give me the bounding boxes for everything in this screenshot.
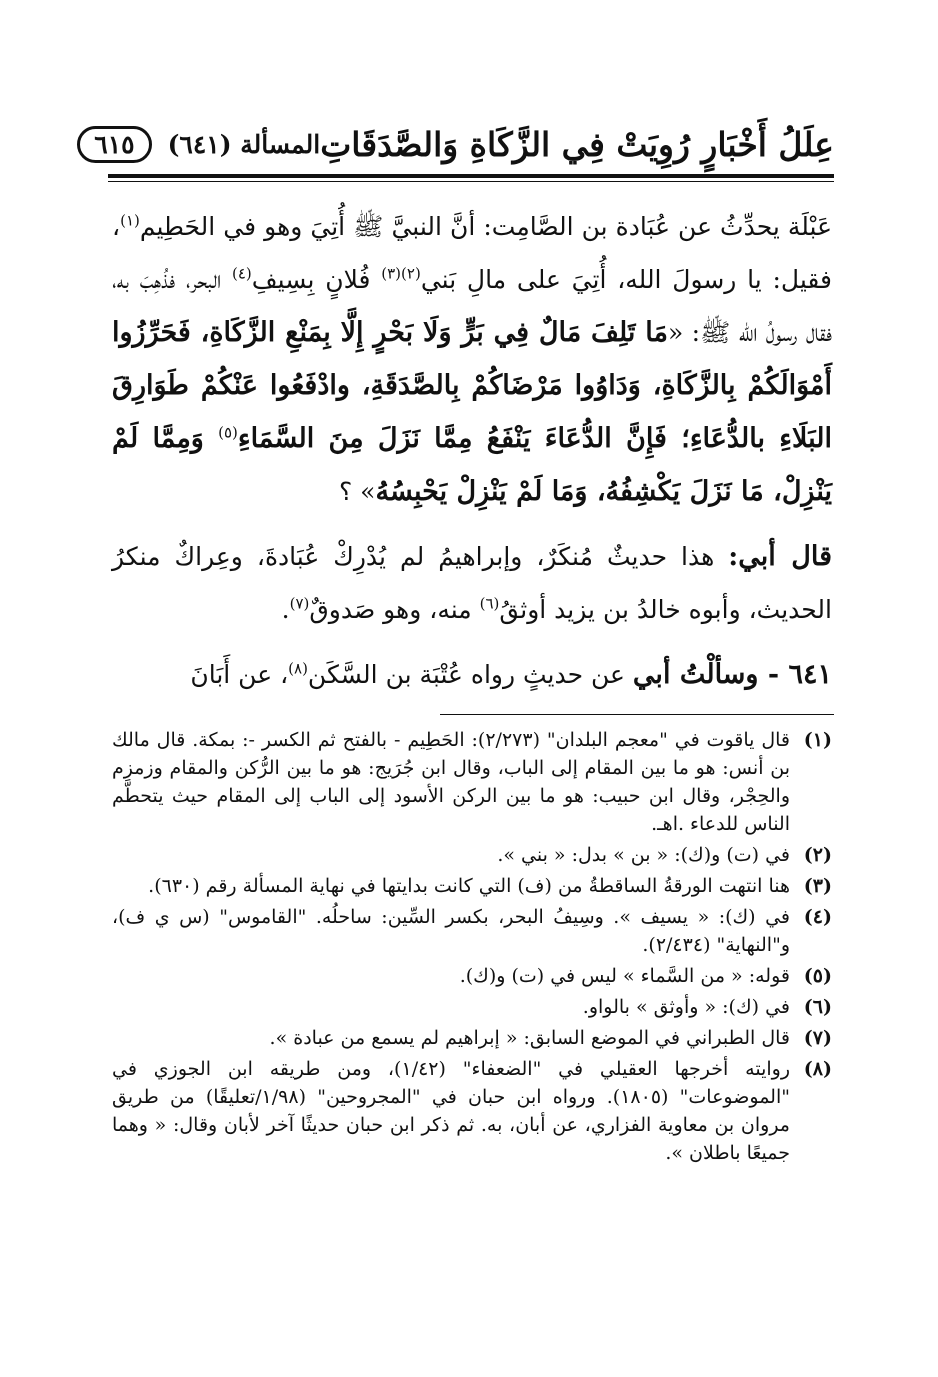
footnote-item	[112, 872, 832, 900]
footnote-text: في (ت) و(ك): « بن » بدل: « بني ».	[497, 844, 790, 866]
text-run: هذا حديثٌ مُنكَرٌ، وإبراهيمُ لم يُدْرِكْ عُبَادةَ، وعِراكٌ منكرُ الحديث، وأبوه خالدُ بن يزيد أوثقُ	[112, 542, 832, 624]
text-run: عن حديثٍ رواه عُتْبَة بن السَّكَن	[307, 660, 633, 689]
text-run: منه، وهو صَدوقٌ	[309, 595, 480, 624]
header-rule-thin	[108, 181, 834, 182]
hadith-text: مَا تَلِفَ مَالٌ فِي بَرٍّ وَلَا بَحْرٍ إِلَّا بِمَنْعِ الزَّكَاةِ، فَحَرِّزُوا أَمْوَالَكُمْ بِالزَّكَاةِ، وَدَاوُوا مَرْضَاكُمْ بِالصَّدَقَةِ، وادْفَعُوا عَنْكُمْ طَوَارِقَ البَلَاءِ بالدُّعَاءِ؛ فَإِنَّ الدُّعَاءَ يَنْفَعُ مِمَّا نَزَلَ مِنَ السَّمَاءِ	[112, 317, 832, 454]
running-header	[94, 118, 834, 170]
footnote-number: (١)	[803, 729, 832, 751]
footnotes-separator	[440, 714, 834, 715]
footnote-text: قال ياقوت في "معجم البلدان" (٢/٢٧٣): الحَطِيم - بالفتح ثم الكسر -: بمكة. قال مالك بن أنس: هو ما بين المقام إلى الباب، وقال ابن جُرَيج: هو ما بين الرُّكن والمقام وزمزم والحِجْر، وقال ابن حبيب: هو ما بين الركن الأسود إلى الباب إلى المقام حيث يتحطَّم الناس للدعاء .اهـ.	[112, 729, 790, 835]
footnote-item	[112, 1055, 832, 1167]
text-run: .	[281, 595, 290, 624]
footnote-ref: (٢)(٣)	[381, 264, 421, 283]
footnote-item	[112, 726, 832, 838]
paragraph-commentary	[112, 530, 832, 636]
header-issue-group	[77, 126, 320, 163]
footnote-number: (٦)	[803, 996, 832, 1018]
paragraph-gap	[112, 636, 832, 648]
speaker-label: قال أبي:	[728, 541, 832, 572]
footnote-item	[112, 993, 832, 1021]
paragraph-question	[112, 648, 832, 701]
header-issue: المسألة (٦٤١)	[167, 129, 321, 159]
footnote-item	[112, 841, 832, 869]
footnote-item	[112, 962, 832, 990]
text-run: عَبْلَة يحدِّثُ عن عُبَادة بن الصَّامِت: أنَّ النبيَّ ﷺ أُتِيَ وهو في الحَطِيم	[139, 212, 832, 241]
text-run: ، عن أَبَانَ	[190, 660, 289, 689]
footnote-number: (٧)	[803, 1027, 832, 1049]
text-run: ، فقيل: يا رسولَ الله، أُتِيَ على مالِ بَني	[112, 212, 832, 294]
footnote-ref: (٧)	[289, 594, 310, 613]
hadith-text: وَمِمَّا لَمْ يَنْزِلْ، مَا نَزَلَ يَكْشِفُهُ، وَمَا لَمْ يَنْزِلْ يَحْبِسُهُ	[112, 423, 832, 507]
footnote-item	[112, 1024, 832, 1052]
footnote-number: (٤)	[803, 906, 832, 928]
footnote-ref: (٥)	[218, 423, 238, 442]
paragraph-hadith	[112, 200, 832, 518]
footnote-number: (٣)	[803, 875, 832, 897]
text-run: البحر، فذُهِبَ به، فقال رسولُ الله ﷺ: «	[112, 265, 832, 347]
footnote-text: في (ك): « وأوثق » بالواو.	[582, 996, 790, 1018]
question-label: ٦٤١ - وسألْتُ أبي	[632, 659, 832, 690]
footnote-text: روايته أخرجها العقيلي في "الضعفاء" (١/٤٢)، ومن طريقه ابن الجوزي في "الموضوعات" (١٨٠٥). ورواه ابن حبان في "المجروحين" (١/٩٨/تعليقًا) من طريق مروان بن معاوية الفزاري، عن أبان، به. ثم ذكر ابن حبان حديثًا آخر لأبان وقال: « وهما جميعًا باطلان ».	[112, 1058, 790, 1164]
footnote-number: (٨)	[803, 1058, 832, 1080]
footnotes	[112, 726, 832, 1170]
footnote-number: (٥)	[803, 965, 832, 987]
main-text	[112, 200, 832, 701]
footnote-ref: (٤)	[232, 264, 252, 283]
footnote-ref: (١)	[120, 211, 140, 230]
text-run: فُلانٍ بِسِيفِ	[251, 265, 382, 294]
footnote-item	[112, 903, 832, 959]
paragraph-gap	[112, 518, 832, 530]
page-number: ٦١٥	[77, 126, 151, 163]
footnote-number: (٢)	[803, 844, 832, 866]
footnote-ref: (٦)	[479, 594, 500, 613]
header-title: عِلَلُ أَخْبَارٍ رُوِيَتْ فِي الزَّكَاةِ وَالصَّدَقَاتِ	[320, 124, 834, 164]
footnote-ref: (٨)	[288, 659, 308, 678]
header-rule-thick	[108, 174, 834, 178]
footnote-text: في (ك): « يسيف ». وسِيفُ البحر، بكسر السِّين: ساحلُه. "القاموس" (س ي ف)، و"النهاية" (٢/٤٣٤).	[112, 906, 790, 956]
footnote-text: قوله: « من السَّماء » ليس في (ت) و(ك).	[459, 965, 790, 987]
text-run: » ؟	[338, 477, 376, 506]
footnote-text: هنا انتهت الورقةُ الساقطةُ من (ف) التي كانت بدايتها في نهاية المسألة رقم (٦٣٠).	[148, 875, 790, 897]
footnote-text: قال الطبراني في الموضع السابق: « إبراهيم لم يسمع من عبادة ».	[269, 1027, 790, 1049]
